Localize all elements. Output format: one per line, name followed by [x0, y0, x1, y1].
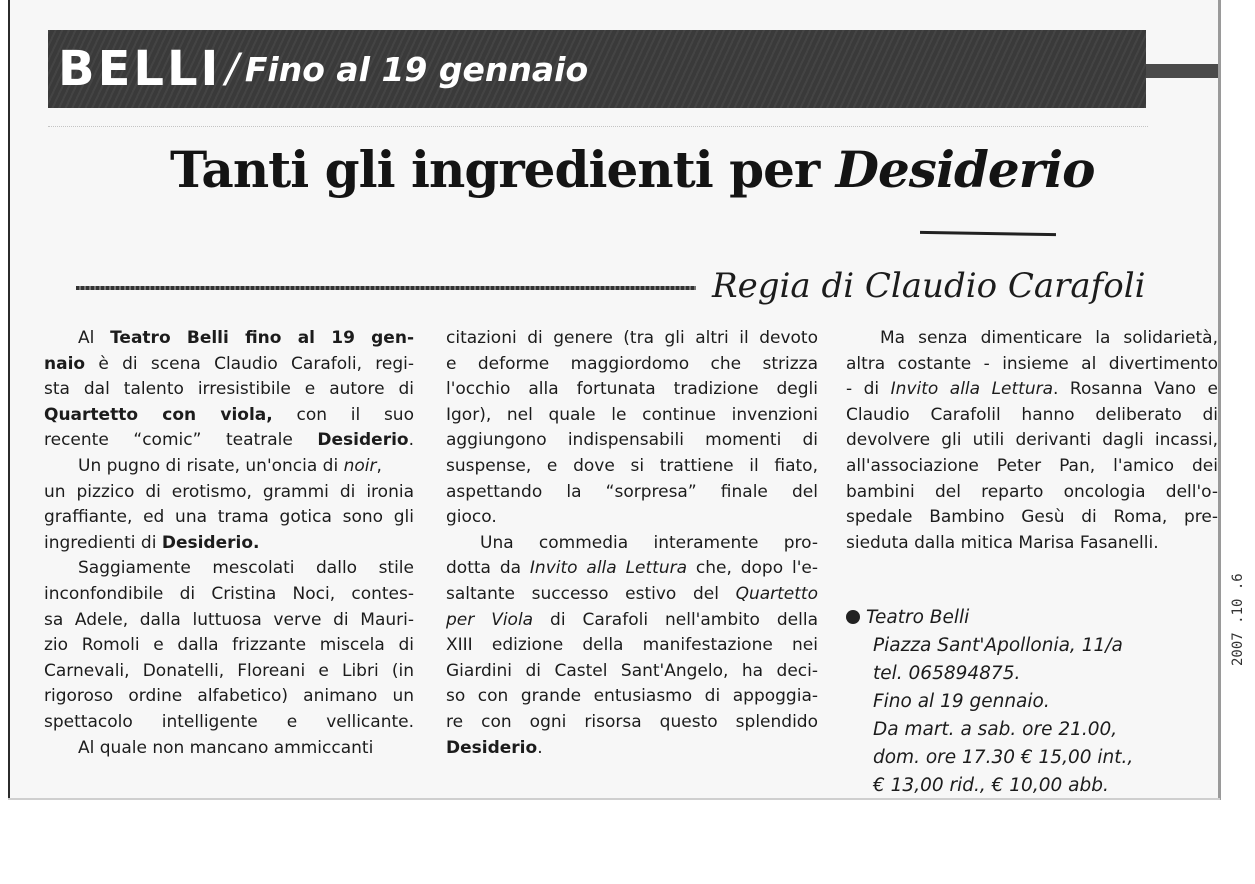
- info-phone: tel. 065894875.: [873, 663, 1021, 684]
- article-column-1: [44, 326, 414, 761]
- text-line: - di Invito alla Lettura. Rosanna Vano e: [846, 379, 1218, 400]
- text-line: Quartetto con viola, con il suo: [44, 404, 414, 425]
- text-line: devolvere gli utili derivanti dagli incassi,: [846, 430, 1218, 451]
- text-line: so con grande entusiasmo di appoggia-: [446, 686, 818, 707]
- scan-edge-left: [8, 0, 10, 800]
- text-line: spettacolo intelligente e vellicante.: [44, 711, 414, 732]
- text-line: ingredienti di Desiderio.: [44, 532, 260, 553]
- section-name: BELLI: [58, 41, 222, 97]
- text-line: Claudio Carafolil hanno deliberato di: [846, 404, 1218, 425]
- text-line: all'associazione Peter Pan, l'amico dei: [846, 455, 1218, 476]
- text-line: recente “comic” teatrale Desiderio.: [44, 430, 414, 451]
- text-line: suspense, e dove si trattiene il fiato,: [446, 455, 818, 476]
- text-line: Una commedia interamente pro-: [480, 532, 818, 553]
- info-times-1: Da mart. a sab. ore 21.00,: [873, 719, 1118, 740]
- info-times-2: dom. ore 17.30 € 15,00 int.,: [873, 747, 1134, 768]
- section-date: Fino al 19 gennaio: [244, 49, 589, 89]
- text-line: Ma senza dimenticare la solidarietà,: [880, 328, 1218, 348]
- text-line: zio Romoli e dalla frizzante miscela di: [44, 635, 414, 656]
- text-line: aggiungono indispensabili momenti di: [446, 430, 818, 451]
- text-line: sa Adele, dalla luttuosa verve di Mauri-: [44, 609, 414, 630]
- text-line: l'occhio alla fortunata tradizione degli: [446, 379, 818, 400]
- text-line: inconfondibile di Cristina Noci, contes-: [44, 583, 414, 604]
- text-line: sta dal talento irresistibile e autore di: [44, 379, 414, 400]
- text-line: Saggiamente mescolati dallo stile: [78, 558, 414, 579]
- text-line: Un pugno di risate, un'oncia di noir,: [78, 455, 382, 476]
- text-line: un pizzico di erotismo, grammi di ironia: [44, 481, 414, 502]
- text-line: graffiante, ed una trama gotica sono gli: [44, 507, 414, 528]
- article-column-3: [846, 326, 1218, 556]
- headline-title: Desiderio: [835, 140, 1095, 199]
- text-line: Al Teatro Belli fino al 19 gen-: [78, 328, 414, 348]
- text-line: sieduta dalla mitica Marisa Fasanelli.: [846, 532, 1159, 553]
- headline: [170, 140, 1094, 199]
- text-line: XIII edizione della manifestazione nei: [446, 635, 818, 656]
- text-line: Desiderio.: [446, 737, 543, 758]
- text-line: Giardini di Castel Sant'Angelo, ha deci-: [446, 660, 818, 681]
- info-run: Fino al 19 gennaio.: [873, 691, 1050, 712]
- info-venue: Teatro Belli: [846, 604, 1133, 632]
- text-line: Carnevali, Donatelli, Floreani e Libri (in: [44, 660, 414, 681]
- bullet-icon: [846, 610, 860, 624]
- text-line: bambini del reparto oncologia dell'o-: [846, 481, 1218, 502]
- text-line: dotta da Invito alla Lettura che, dopo l'e-: [446, 558, 818, 579]
- header-banner-text: [58, 36, 588, 102]
- info-address: Piazza Sant'Apollonia, 11/a: [873, 635, 1123, 656]
- info-prices: € 13,00 rid., € 10,00 abb.: [873, 775, 1109, 796]
- margin-date-stamp: 2007 .10 .6: [1230, 573, 1246, 667]
- text-line: rigoroso ordine alfabetico) animano un: [44, 686, 414, 707]
- text-line: naio è di scena Claudio Carafoli, regi-: [44, 353, 414, 374]
- top-rule: [48, 126, 1148, 127]
- text-line: per Viola di Carafoli nell'ambito della: [446, 609, 818, 630]
- section-separator: /: [225, 46, 239, 92]
- text-line: gioco.: [446, 507, 497, 528]
- headline-text: Tanti gli ingredienti per: [170, 140, 836, 199]
- article-column-2: [446, 326, 818, 761]
- text-line: Igor), nel quale le continue invenzioni: [446, 404, 818, 425]
- byline-rule: [76, 286, 696, 290]
- text-line: e deforme maggiordomo che strizza: [446, 353, 818, 374]
- text-line: spedale Bambino Gesù di Roma, pre-: [846, 507, 1218, 528]
- text-line: saltante successo estivo del Quartetto: [446, 583, 818, 604]
- byline: Regia di Claudio Carafoli: [712, 266, 1146, 306]
- text-line: re con ogni risorsa questo splendido: [446, 711, 818, 732]
- text-line: Al quale non mancano ammiccanti: [78, 737, 374, 758]
- text-line: citazioni di genere (tra gli altri il devoto: [446, 328, 818, 348]
- show-info-box: [846, 604, 1133, 800]
- text-line: altra costante - insieme al divertimento: [846, 353, 1218, 374]
- header-banner-tail: [1146, 64, 1218, 78]
- text-line: aspettando la “sorpresa” finale del: [446, 481, 818, 502]
